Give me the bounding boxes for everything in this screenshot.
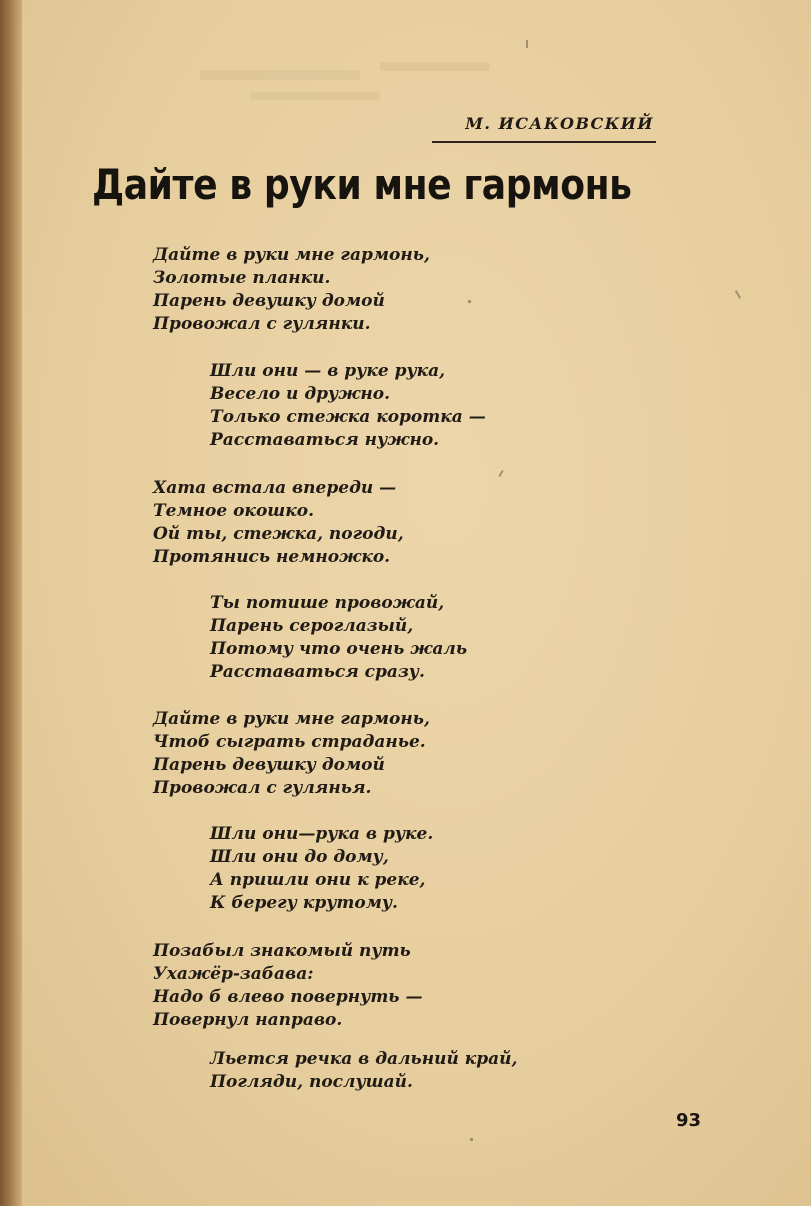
poem-line: Шли они—рука в руке. bbox=[210, 824, 434, 844]
stanza-8 bbox=[210, 1048, 517, 1094]
bleed-through-smudge bbox=[200, 70, 360, 80]
poem-line: Ты потише провожай, bbox=[210, 593, 445, 613]
paper-speck bbox=[498, 470, 503, 477]
poem-line: Парень девушку домой bbox=[153, 755, 385, 775]
poem-line: Провожал с гулянья. bbox=[153, 778, 372, 798]
poem-line: Золотые планки. bbox=[153, 268, 331, 288]
poem-line: Дайте в руки мне гармонь, bbox=[153, 709, 430, 729]
poem-line: Темное окошко. bbox=[153, 501, 315, 521]
poem-line: Шли они — в руке рука, bbox=[210, 361, 446, 381]
poem-line: Парень девушку домой bbox=[153, 291, 385, 311]
bleed-through-smudge bbox=[250, 92, 380, 100]
paper-speck bbox=[735, 290, 741, 299]
poem-line: Чтоб сыграть страданье. bbox=[153, 732, 426, 752]
poem-line: Ухажёр-забава: bbox=[153, 964, 314, 984]
author-underline bbox=[432, 141, 656, 143]
paper-speck bbox=[468, 300, 471, 303]
author-name: М. ИСАКОВСКИЙ bbox=[465, 114, 654, 133]
stanza-1 bbox=[153, 244, 430, 336]
poem-line: Ой ты, стежка, погоди, bbox=[153, 524, 404, 544]
poem-line: Хата встала впереди — bbox=[153, 478, 397, 498]
poem-line: Шли они до дому, bbox=[210, 847, 389, 867]
poem-title: Дайте в руки мне гармонь bbox=[92, 160, 632, 209]
stanza-3 bbox=[153, 477, 404, 569]
paper-speck bbox=[470, 1138, 473, 1141]
poem-line: Позабыл знакомый путь bbox=[153, 941, 411, 961]
page-number: 93 bbox=[676, 1110, 702, 1131]
poem-line: Парень сероглазый, bbox=[210, 616, 414, 636]
stanza-7 bbox=[153, 940, 422, 1032]
poem-line: Протянись немножко. bbox=[153, 547, 391, 567]
poem-line: Только стежка коротка — bbox=[210, 407, 486, 427]
poem-line: Льется речка в дальний край, bbox=[210, 1049, 518, 1069]
poem-line: Надо б влево повернуть — bbox=[153, 987, 423, 1007]
poem-line: Расставаться нужно. bbox=[210, 430, 440, 450]
poem-line: Потому что очень жаль bbox=[210, 639, 468, 659]
paper-speck bbox=[526, 40, 528, 48]
poem-line: Расставаться сразу. bbox=[210, 662, 425, 682]
poem-line: Провожал с гулянки. bbox=[153, 314, 371, 334]
book-binding-edge bbox=[0, 0, 22, 1206]
poem-line: А пришли они к реке, bbox=[210, 870, 426, 890]
poem-line: Повернул направо. bbox=[153, 1010, 343, 1030]
stanza-5 bbox=[153, 708, 430, 800]
poem-line: Весело и дружно. bbox=[210, 384, 391, 404]
bleed-through-smudge bbox=[380, 62, 490, 71]
stanza-4 bbox=[210, 592, 467, 684]
poem-line: Дайте в руки мне гармонь, bbox=[153, 245, 430, 265]
poem-line: К берегу крутому. bbox=[210, 893, 398, 913]
stanza-6 bbox=[210, 823, 433, 915]
stanza-2 bbox=[210, 360, 486, 452]
poem-line: Погляди, послушай. bbox=[210, 1072, 413, 1092]
